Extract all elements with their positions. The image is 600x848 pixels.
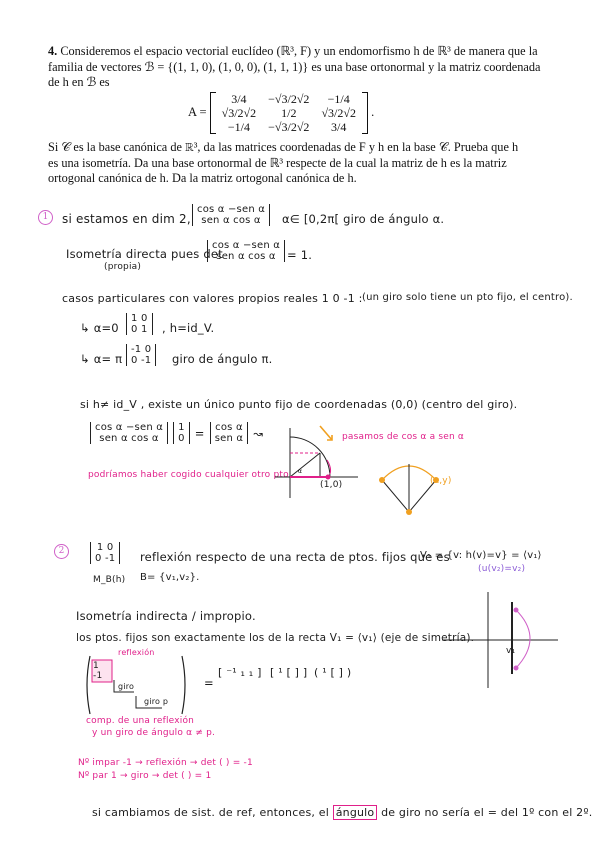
problem-paragraph-2 bbox=[48, 140, 558, 187]
result-brackets bbox=[210, 422, 248, 444]
matrix-A bbox=[188, 92, 374, 134]
note-fixed-points: los ptos. fijos son exactamente los de la recta V₁ = ⟨v₁⟩ (eje de simetría). bbox=[76, 632, 475, 644]
det-rotation-matrix bbox=[207, 240, 285, 262]
label-mbh: M_B(h) bbox=[93, 575, 126, 585]
vec-row-1: 1 bbox=[178, 422, 185, 433]
orange-arrow bbox=[318, 424, 340, 444]
matrix-period: . bbox=[371, 104, 375, 119]
note-base-b: B= {v₁,v₂}. bbox=[140, 572, 200, 583]
matrix-cell: 3/4 bbox=[331, 120, 347, 134]
note-iso-indirect: Isometría indirecta / impropio. bbox=[76, 609, 256, 623]
matrix-brackets bbox=[210, 92, 368, 134]
neg-row-1: -1 0 bbox=[131, 344, 152, 355]
matrix-cell: 1/2 bbox=[281, 106, 297, 120]
note-alpha-pi: ↳ α= π bbox=[80, 352, 123, 366]
arrow: ↝ bbox=[253, 426, 264, 441]
para2-line-1: Si 𝒞 es la base canónica de ℝ³, da las matrices coordenadas de F y h en la base 𝒞. Prueba que h bbox=[48, 140, 519, 154]
problem-text-1: Consideremos el espacio vectorial euclídeo (ℝ³, F) y un endomorfismo h de ℝ³ de manera que la bbox=[60, 44, 538, 58]
label-xy: (x,y) bbox=[430, 476, 452, 486]
rotation-matrix-brackets bbox=[192, 204, 270, 226]
neg-identity-brackets bbox=[126, 344, 156, 366]
block-factor-2: [ ¹ [ ] ] bbox=[270, 666, 308, 679]
note-casos: casos particulares con valores propios reales 1 0 -1 : bbox=[62, 292, 363, 305]
note-purple-v2: (u(v₂)=v₂) bbox=[478, 564, 526, 574]
res-row-2: sen α bbox=[214, 433, 244, 444]
matrix-cell: −√3/2√2 bbox=[268, 120, 310, 134]
vector-brackets bbox=[173, 422, 190, 444]
vec-row-2: 0 bbox=[178, 433, 185, 444]
identity-brackets bbox=[126, 313, 153, 335]
matrix-cell: −1/4 bbox=[227, 120, 250, 134]
label-1-0: (1,0) bbox=[320, 480, 343, 490]
reflection-axis-diagram bbox=[440, 590, 560, 690]
matrix-cell: −1/4 bbox=[327, 92, 350, 106]
neg-identity-matrix bbox=[126, 344, 156, 366]
det-matrix-brackets bbox=[207, 240, 285, 262]
id-row-1: 1 0 bbox=[131, 313, 148, 324]
note-comp-1: comp. de una reflexión bbox=[86, 716, 195, 726]
problem-statement bbox=[48, 44, 558, 91]
matrix-cell: 3/4 bbox=[231, 92, 247, 106]
rot2-row-2: sen α cos α bbox=[99, 433, 159, 444]
refl-row-1: 1 0 bbox=[96, 542, 114, 553]
matrix-cell: √3/2√2 bbox=[221, 106, 257, 120]
block-cell: 1 -1 bbox=[93, 661, 103, 681]
block-factor-1: [ ⁻¹ ₁ ₁ ] bbox=[218, 666, 262, 679]
identity-matrix bbox=[126, 313, 153, 335]
para2-line-3: ortogonal canónica de h. Da la matriz ortogonal canónica de h. bbox=[48, 171, 357, 185]
neg-row-2: 0 -1 bbox=[131, 355, 152, 366]
para2-line-2: es una isometría. Da una base ortonormal de ℝ³ respecte de la cual la matriz de h es la matriz bbox=[48, 155, 507, 170]
svg-text:α: α bbox=[298, 468, 302, 475]
note-alpha0: ↳ α=0 bbox=[80, 321, 119, 335]
note-casos-aside: (un giro solo tiene un pto fijo, el centro). bbox=[362, 292, 573, 303]
reflection-brackets bbox=[90, 542, 120, 564]
note-giro-pi: giro de ángulo π. bbox=[172, 352, 273, 366]
matrix-table bbox=[216, 92, 362, 134]
res-row-1: cos α bbox=[215, 422, 243, 433]
note-angle-range: α∈ [0,2π[ giro de ángulo α. bbox=[282, 212, 445, 226]
id-row-2: 0 1 bbox=[131, 324, 148, 335]
note-pink-any-point: podríamos haber cogido cualquier otro pto. bbox=[88, 470, 292, 480]
block-factor-3: ( ¹ [ ] ) bbox=[314, 666, 352, 679]
final-boxed-word: ángulo bbox=[333, 805, 378, 820]
rotation-matrix bbox=[192, 204, 270, 226]
note-par: Nº par 1 → giro → det ( ) = 1 bbox=[78, 771, 212, 781]
refl-row-2: 0 -1 bbox=[95, 553, 116, 564]
problem-line-3: de h en ℬ es bbox=[48, 75, 110, 89]
problem-line-1 bbox=[48, 44, 558, 60]
matrix-cell: √3/2√2 bbox=[321, 106, 356, 120]
problem-number: 4. bbox=[48, 44, 58, 58]
note-det-eq: = 1. bbox=[287, 248, 313, 262]
final-post: de giro no sería el = del 1º con el 2º. bbox=[381, 806, 593, 819]
equals: = bbox=[194, 426, 205, 441]
note-pink-cos-sen: pasamos de cos α a sen α bbox=[342, 432, 465, 442]
matrix-label: A = bbox=[188, 104, 207, 119]
section-2-marker: 2 bbox=[54, 544, 69, 559]
label-giro: giro bbox=[118, 682, 135, 691]
note-dim2: si estamos en dim 2, bbox=[62, 212, 191, 226]
rot2-row-1: cos α −sen α bbox=[95, 422, 164, 433]
note-reflection: reflexión respecto de una recta de ptos. fijos que es bbox=[140, 550, 450, 564]
det-row-1: cos α −sen α bbox=[212, 240, 281, 251]
note-id: , h=id_V. bbox=[162, 321, 215, 335]
section-1-marker: 1 bbox=[38, 210, 53, 225]
matrix-cell: −√3/2√2 bbox=[268, 92, 310, 106]
rot-row-2: sen α cos α bbox=[201, 215, 261, 226]
note-comp-2: y un giro de ángulo α ≠ p. bbox=[92, 728, 216, 738]
note-unique-fixed: si h≠ id_V , existe un único punto fijo de coordenadas (0,0) (centro del giro). bbox=[80, 398, 518, 411]
note-impar: Nº impar -1 → reflexión → det ( ) = -1 bbox=[78, 758, 253, 768]
note-final bbox=[92, 806, 592, 819]
problem-line-2: familia de vectores ℬ = {(1, 1, 0), (1, 0, 0), (1, 1, 1)} es una base ortonormal y la matriz coordenada bbox=[48, 59, 541, 74]
rot-row-1: cos α −sen α bbox=[197, 204, 266, 215]
block-equals: = bbox=[204, 676, 214, 690]
label-reflexion: reflexión bbox=[118, 648, 155, 657]
reflection-matrix bbox=[90, 542, 120, 564]
label-giro-p: giro p bbox=[144, 697, 169, 706]
final-pre: si cambiamos de sist. de ref, entonces, el bbox=[92, 806, 329, 819]
rotation-times-vector bbox=[90, 422, 263, 444]
det-row-2: sen α cos α bbox=[216, 251, 276, 262]
note-iso-direct: Isometría directa pues det bbox=[66, 247, 223, 261]
note-propia: (propia) bbox=[104, 262, 142, 272]
label-v1-axis: v₁ bbox=[506, 646, 516, 656]
note-v1-def: V₁ = {v: h(v)=v} = ⟨v₁⟩ bbox=[420, 550, 542, 561]
rot-brackets-2 bbox=[90, 422, 168, 444]
